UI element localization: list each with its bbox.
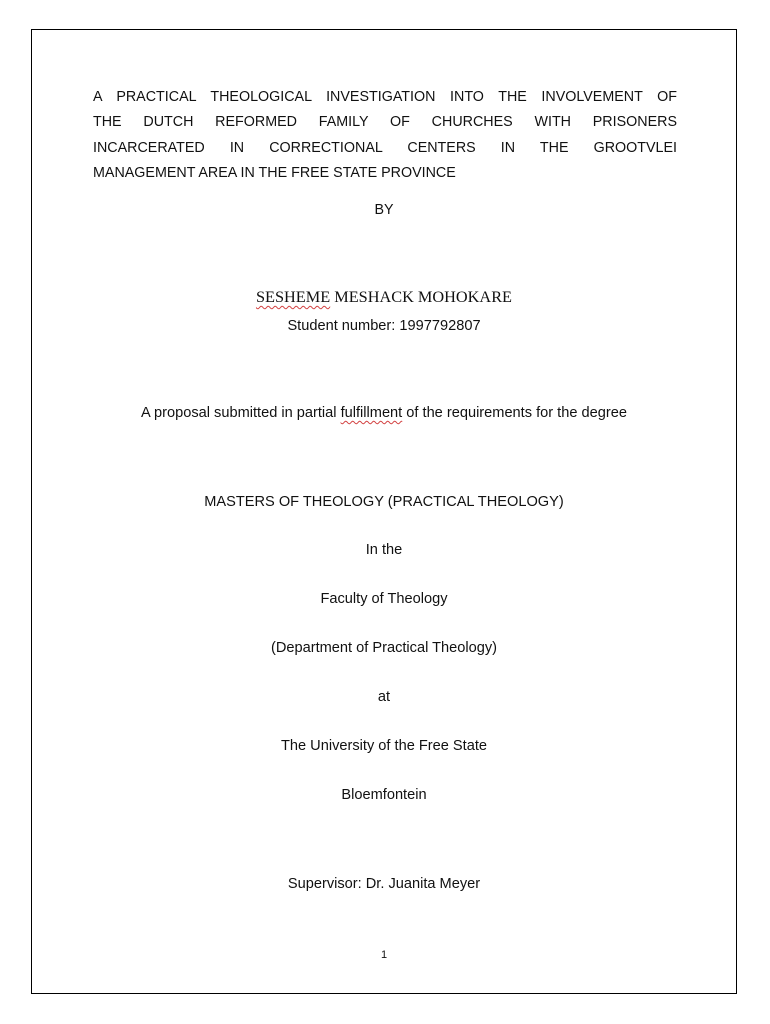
author-first-name: SESHEME	[255, 287, 331, 306]
title-line-1: A PRACTICAL THEOLOGICAL INVESTIGATION INTO THE INVOLVEMENT OF	[93, 89, 677, 105]
proposal-word-fulfillment: fulfillment	[340, 405, 403, 421]
city-name: Bloemfontein	[341, 787, 427, 803]
degree-title: MASTERS OF THEOLOGY (PRACTICAL THEOLOGY)	[204, 494, 564, 510]
by-label: BY	[374, 202, 394, 218]
student-number: Student number: 1997792807	[287, 318, 481, 334]
author-rest-name: MESHACK MOHOKARE	[330, 287, 512, 306]
page-number: 1	[380, 949, 388, 961]
author-name	[31, 287, 737, 307]
supervisor: Supervisor: Dr. Juanita Meyer	[287, 876, 481, 892]
department-name: (Department of Practical Theology)	[270, 640, 498, 656]
university-name: The University of the Free State	[280, 738, 488, 754]
proposal-statement	[31, 405, 737, 421]
faculty-name: Faculty of Theology	[320, 591, 448, 607]
at-label: at	[377, 689, 391, 705]
proposal-after: of the requirements for the degree	[402, 405, 627, 421]
thesis-title	[93, 85, 677, 186]
in-the-label: In the	[365, 542, 403, 558]
title-line-4: MANAGEMENT AREA IN THE FREE STATE PROVINCE	[93, 164, 456, 181]
proposal-before: A proposal submitted in partial	[141, 405, 341, 421]
title-line-2: THE DUTCH REFORMED FAMILY OF CHURCHES WITH PRISONERS	[93, 114, 677, 131]
title-line-3: INCARCERATED IN CORRECTIONAL CENTERS IN THE GROOTVLEI	[93, 139, 677, 156]
